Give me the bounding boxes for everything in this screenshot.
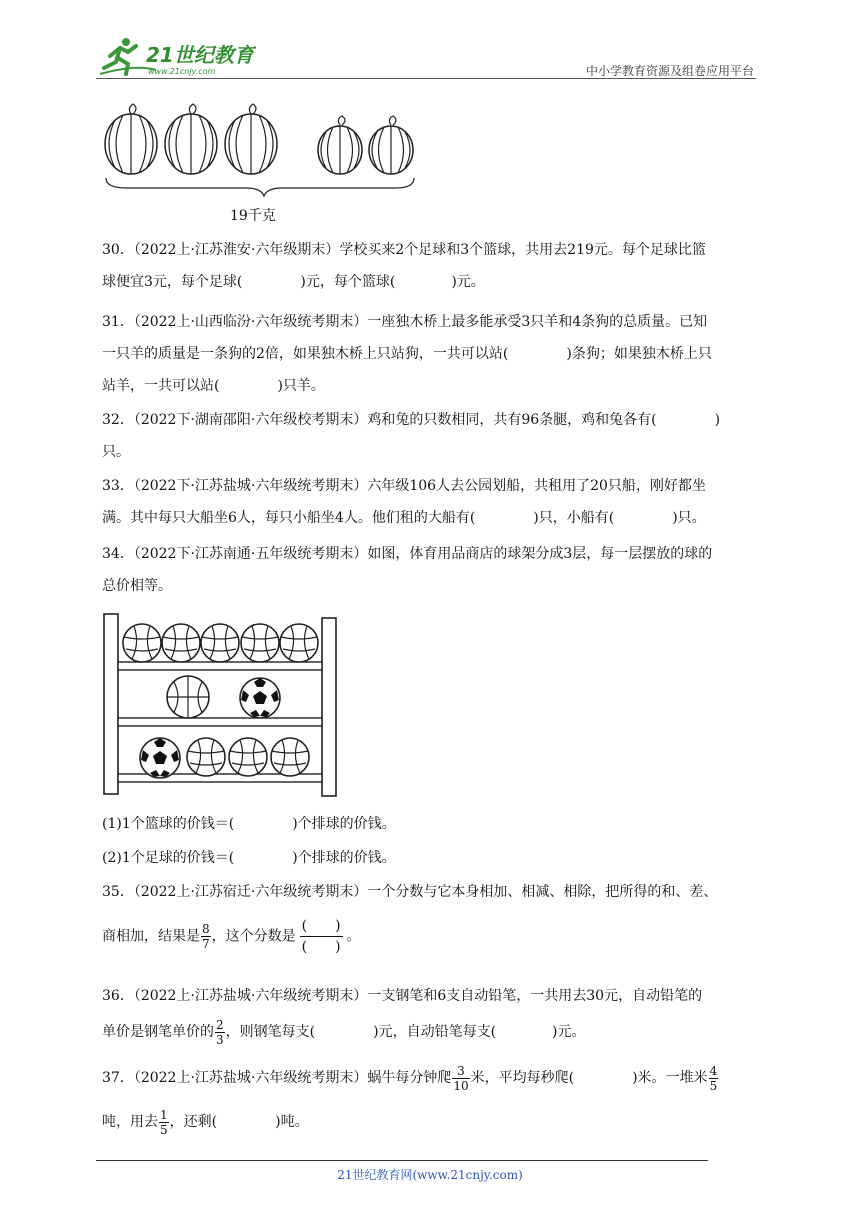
fraction: $\frac{1}{5}$ [160,1107,168,1137]
q33-line2: 满。其中每只大船坐6人，每只小船坐4人。他们租的大船有( )只，小船有( )只。 [102,510,706,526]
rack-left-post [104,614,118,794]
soccer-ball [240,678,280,718]
q32-line1: 32．（2022下·湖南邵阳·六年级校考期末）鸡和兔的只数相同，共有96条腿，鸡和兔各有( ) [102,412,721,428]
q30-line1: 30．（2022上·江苏淮安·六年级期末）学校买来2个足球和3个篮球，共用去219元。每个足球比篮 [102,242,706,258]
rack-shelf [118,718,322,726]
q32-line2: 只。 [102,444,130,460]
rack-right-post [322,618,336,796]
brace [106,178,414,196]
small-watermelon [369,116,413,174]
q34-line1: 34．（2022下·江苏南通·五年级统考期末）如图，体育用品商店的球架分成3层，每一层摆放的球的 [102,546,713,562]
q33-line1: 33．（2022下·江苏盐城·六年级统考期末）六年级106人去公园划船，共租用了20只船，刚好都坐 [102,478,706,494]
volleyball [162,624,200,662]
ball-rack-figure [100,612,350,798]
volleyball [241,624,279,662]
svg-text:www.21cnjy.com: www.21cnjy.com [148,67,216,76]
large-watermelon [105,104,157,174]
soccer-ball [140,738,180,778]
q35-line1: 35．（2022上·江苏宿迁·六年级统考期末）一个分数与它本身相加、相减、相除，把所得的和、差、 [102,884,718,900]
fraction: $\frac{3}{10}$ [453,1063,469,1093]
large-watermelon [165,104,217,174]
site-logo [96,34,256,78]
fraction: $\frac{8}{7}$ [202,922,210,951]
volleyball [271,738,309,776]
q34-sub1: (1)1个篮球的价钱＝( )个排球的价钱。 [102,816,396,832]
q36-line1: 36．（2022上·江苏盐城·六年级统考期末）一支钢笔和6支自动铅笔，一共用去30元，自动铅笔的 [102,988,703,1004]
watermelon-figure [96,100,426,200]
q37-line1: 37．（2022上·江苏盐城·六年级统考期末）蜗牛每分钟爬 $\frac{3}{10}$ 米，平均每秒爬( )米。一堆米 $\frac{4}{5}$ [102,1063,718,1093]
volleyball [187,738,225,776]
q37-line2: 吨，用去 $\frac{1}{5}$ ，还剩( )吨。 [102,1107,309,1137]
footer-divider [96,1160,708,1161]
header-divider [96,78,756,79]
fraction: $\frac{4}{5}$ [709,1063,718,1093]
fraction: $\frac{2}{3}$ [216,1017,224,1047]
volleyball [280,624,318,662]
svg-text:21世纪教育: 21世纪教育 [146,43,254,67]
volleyball [229,738,267,776]
q34-sub2: (2)1个足球的价钱＝( )个排球的价钱。 [102,850,396,866]
answer-fraction-blank: $\frac{( )}{( )}$ [301,918,341,955]
small-watermelon [318,116,362,174]
q31-line3: 站羊，一共可以站( )只羊。 [102,378,325,394]
q35-line2: 商相加，结果是 $\frac{8}{7}$ ，这个分数是 $\frac{( )}{( )}$ 。 [102,918,361,955]
platform-name: 中小学教育资源及组卷应用平台 [585,64,754,78]
basketball [167,676,209,718]
volleyball [123,624,161,662]
footer-link[interactable]: 21世纪教育网(www.21cnjy.com) [337,1168,523,1182]
rack-shelf [118,662,322,670]
q36-line2: 单价是钢笔单价的 $\frac{2}{3}$ ，则钢笔每支( )元，自动铅笔每支( )元。 [102,1017,586,1047]
q34-line2: 总价相等。 [102,578,172,594]
q31-line1: 31．（2022上·山西临汾·六年级统考期末）一座独木桥上最多能承受3只羊和4条狗的总质量。已知 [102,314,708,330]
q30-line2: 球便宜3元，每个足球( )元，每个篮球( )元。 [102,274,485,290]
volleyball [201,624,239,662]
weight-label: 19千克 [230,208,276,224]
large-watermelon [225,104,277,174]
q31-line2: 一只羊的质量是一条狗的2倍，如果独木桥上只站狗，一共可以站( )条狗；如果独木桥上只 [102,346,712,362]
